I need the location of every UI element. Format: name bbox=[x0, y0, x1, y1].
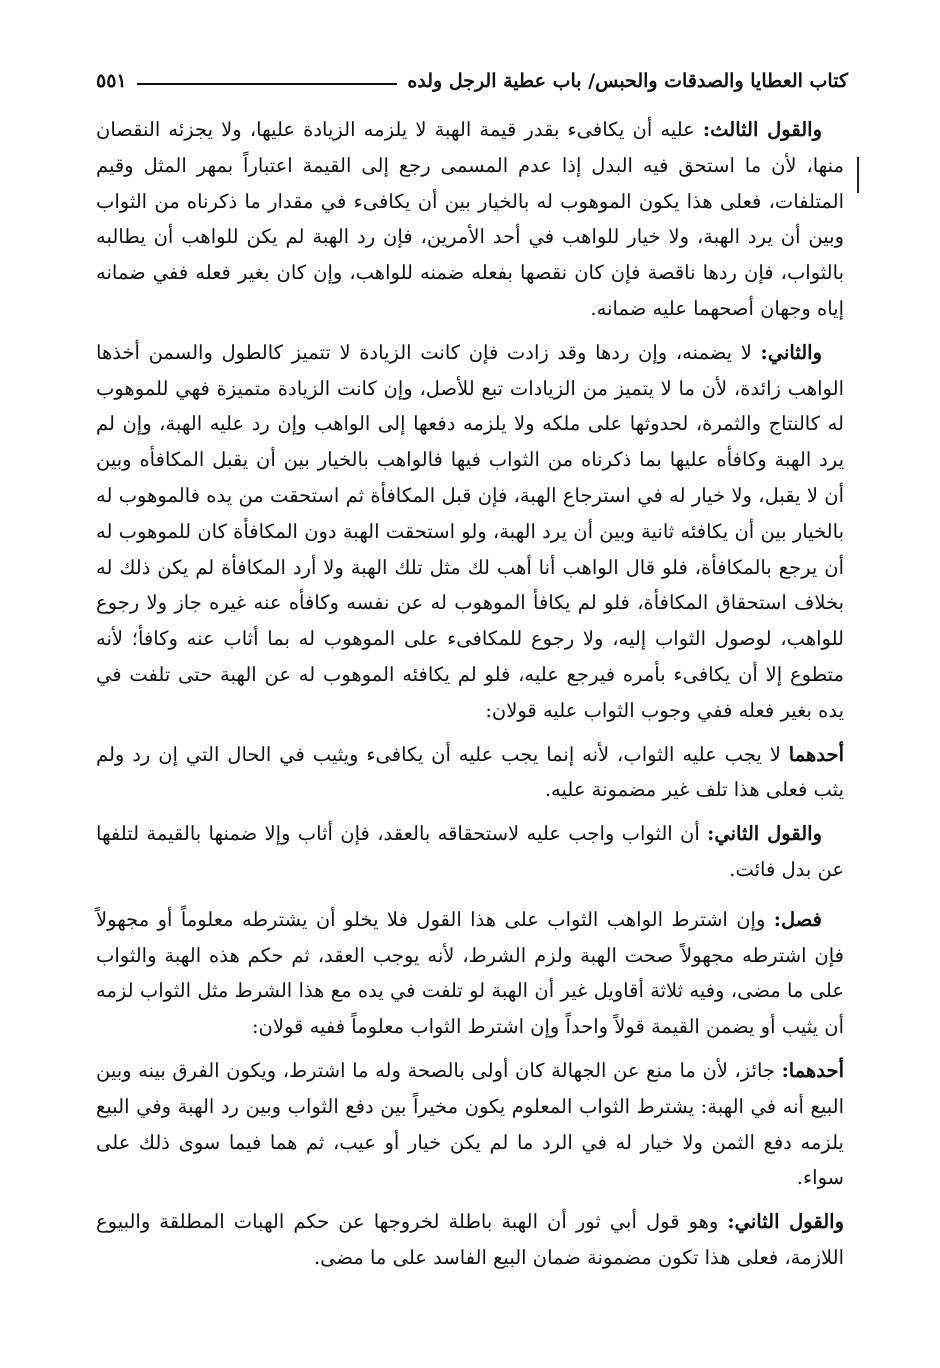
page-body bbox=[96, 112, 844, 1284]
paragraph-second-opinion bbox=[96, 816, 844, 888]
paragraph-lead: أحدهما: bbox=[781, 1058, 844, 1082]
paragraph-text: لا يجب عليه الثواب، لأنه إنما يجب عليه أن يكافىء ويثيب في الحال التي إن رد ولم يثب فعلى هذا تلف غير مضمونة عليه. bbox=[96, 742, 844, 802]
paragraph-lead: والقول الثاني: bbox=[707, 822, 823, 846]
paragraph-text: وإن اشترط الواهب الثواب على هذا القول فلا يخلو أن يشترطه معلوماً أو مجهولاً فإن اشترطه مجهولاً صحت الهبة ولزم الشرط، لأنه يوجب العقد، ثم حكم هذه الهبة والثواب على ما مضى، وفيه ثلاثة أقاويل غير أن الهبة لو تلفت في يده مع هذا الشرط مثل الثواب لزمه أن يثيب أو يضمن القيمة قولاً واحداً وإن اشترط الثواب معلوماً ففيه قولان: bbox=[96, 907, 844, 1039]
paragraph-third-opinion bbox=[96, 112, 844, 327]
paragraph-text: أن الثواب واجب عليه لاستحقاقه بالعقد، فإن أثاب وإلا ضمنها بالقيمة لتلفها عن بدل فائت. bbox=[96, 822, 844, 881]
paragraph-lead: أحدهما bbox=[788, 742, 844, 766]
paragraph-first-opinion-b bbox=[96, 1053, 844, 1196]
paragraph-text: وهو قول أبي ثور أن الهبة باطلة لخروجها عن حكم الهبات المطلقة والبيوع اللازمة، فعلى هذا تكون مضمونة ضمان البيع الفاسد على ما مضى. bbox=[96, 1210, 844, 1269]
paragraph-first-of-two bbox=[96, 737, 844, 809]
paragraph-lead: والقول الثاني: bbox=[727, 1210, 845, 1234]
paragraph-lead: فصل: bbox=[773, 907, 822, 931]
paragraph-section bbox=[96, 902, 844, 1045]
header-rule bbox=[137, 83, 398, 85]
paragraph-lead: والثاني: bbox=[760, 340, 822, 364]
paragraph-lead: والقول الثالث: bbox=[702, 118, 822, 141]
paragraph-text: لا يضمنه، وإن ردها وقد زادت فإن كانت الزيادة لا تتميز كالطول والسمن أخذها الواهب زائدة، لأن ما لا يتميز من الزيادات تبع للأصل، وإن كانت الزيادة متميزة فهي للموهوب له كالنتاج والثمرة، لحدوثها على ملكه ولا يلزمه دفعها إلى الواهب وإن رد عليه الهبة، وإن لم يرد الهبة وكافأه عليها بما ذكرناه من الثواب فيها فالواهب بالخيار بين أن يقبل المكافأه وبين أن لا يقبل، ولا خيار له في استرجاع الهبة، فإن قبل المكافأة ثم استحقت من يده فالموهوب له بالخيار بين أن يكافئه ثانية وبين أن يرد الهبة، ولو استحقت الهبة دون المكافأة كان للموهوب له أن يرجع بالمكافأة، فلو قال الواهب أنا أهب لك مثل تلك الهبة ولا أرد المكافأة لم يكن ذلك له بخلاف استحقاق المكافأة، فلو لم يكافأ الموهوب له عن نفسه وكافأه عنه غيره جاز ولا رجوع للواهب، لوصول الثواب إليه، ولا رجوع للمكافىء على الموهوب له بما أثاب عنه وكافأ؛ لأنه متطوع إلا أن يكافىء بأمره فيرجع عليه، فلو لم يكافئه الموهوب له عن الهبة حتى تلفت في يده بغير فعله ففي وجوب الثواب عليه قولان: bbox=[96, 340, 844, 722]
paragraph-second bbox=[96, 335, 844, 729]
paragraph-text: جائز، لأن ما منع عن الجهالة كان أولى بالصحة وله ما اشترط، ويكون الفرق بينه وبين البيع أنه في الهبة: يشترط الثواب المعلوم يكون مخيراً بين دفع الثواب وبين رد الهبة وفي البيع يلزمه دفع الثمن ولا خيار له في الرد ما لم يكن خيار أو عيب، ثم هما فيما سوى ذلك على سواء. bbox=[96, 1058, 844, 1190]
header-title: كتاب العطايا والصدقات والحبس/ باب عطية الرجل ولده bbox=[407, 70, 848, 92]
running-header bbox=[96, 64, 848, 98]
margin-mark bbox=[857, 157, 859, 193]
paragraph-second-opinion-b bbox=[96, 1204, 844, 1276]
paragraph-text: عليه أن يكافىء بقدر قيمة الهبة لا يلزمه الزيادة عليها، ولا يجزئه النقصان منها، لأن ما استحق فيه البدل إذا عدم المسمى رجع إلى القيمة اعتباراً بمهر المثل وقيم المتلفات، فعلى هذا يكون الموهوب له بالخيار بين أن يكافىء في مقدار ما ذكرناه من الثواب وبين أن يرد الهبة، ولا خيار للواهب في أحد الأمرين، فإن رد الهبة لم يكن للواهب أن يطالبه بالثواب، فإن ردها ناقصة فإن كان نقصها بفعله ضمنه للواهب، وإن كان بغير فعله ففي ضمانه إياه وجهان أصحهما عليه ضمانه. bbox=[96, 118, 844, 320]
page-number: ٥٥١ bbox=[96, 70, 127, 92]
